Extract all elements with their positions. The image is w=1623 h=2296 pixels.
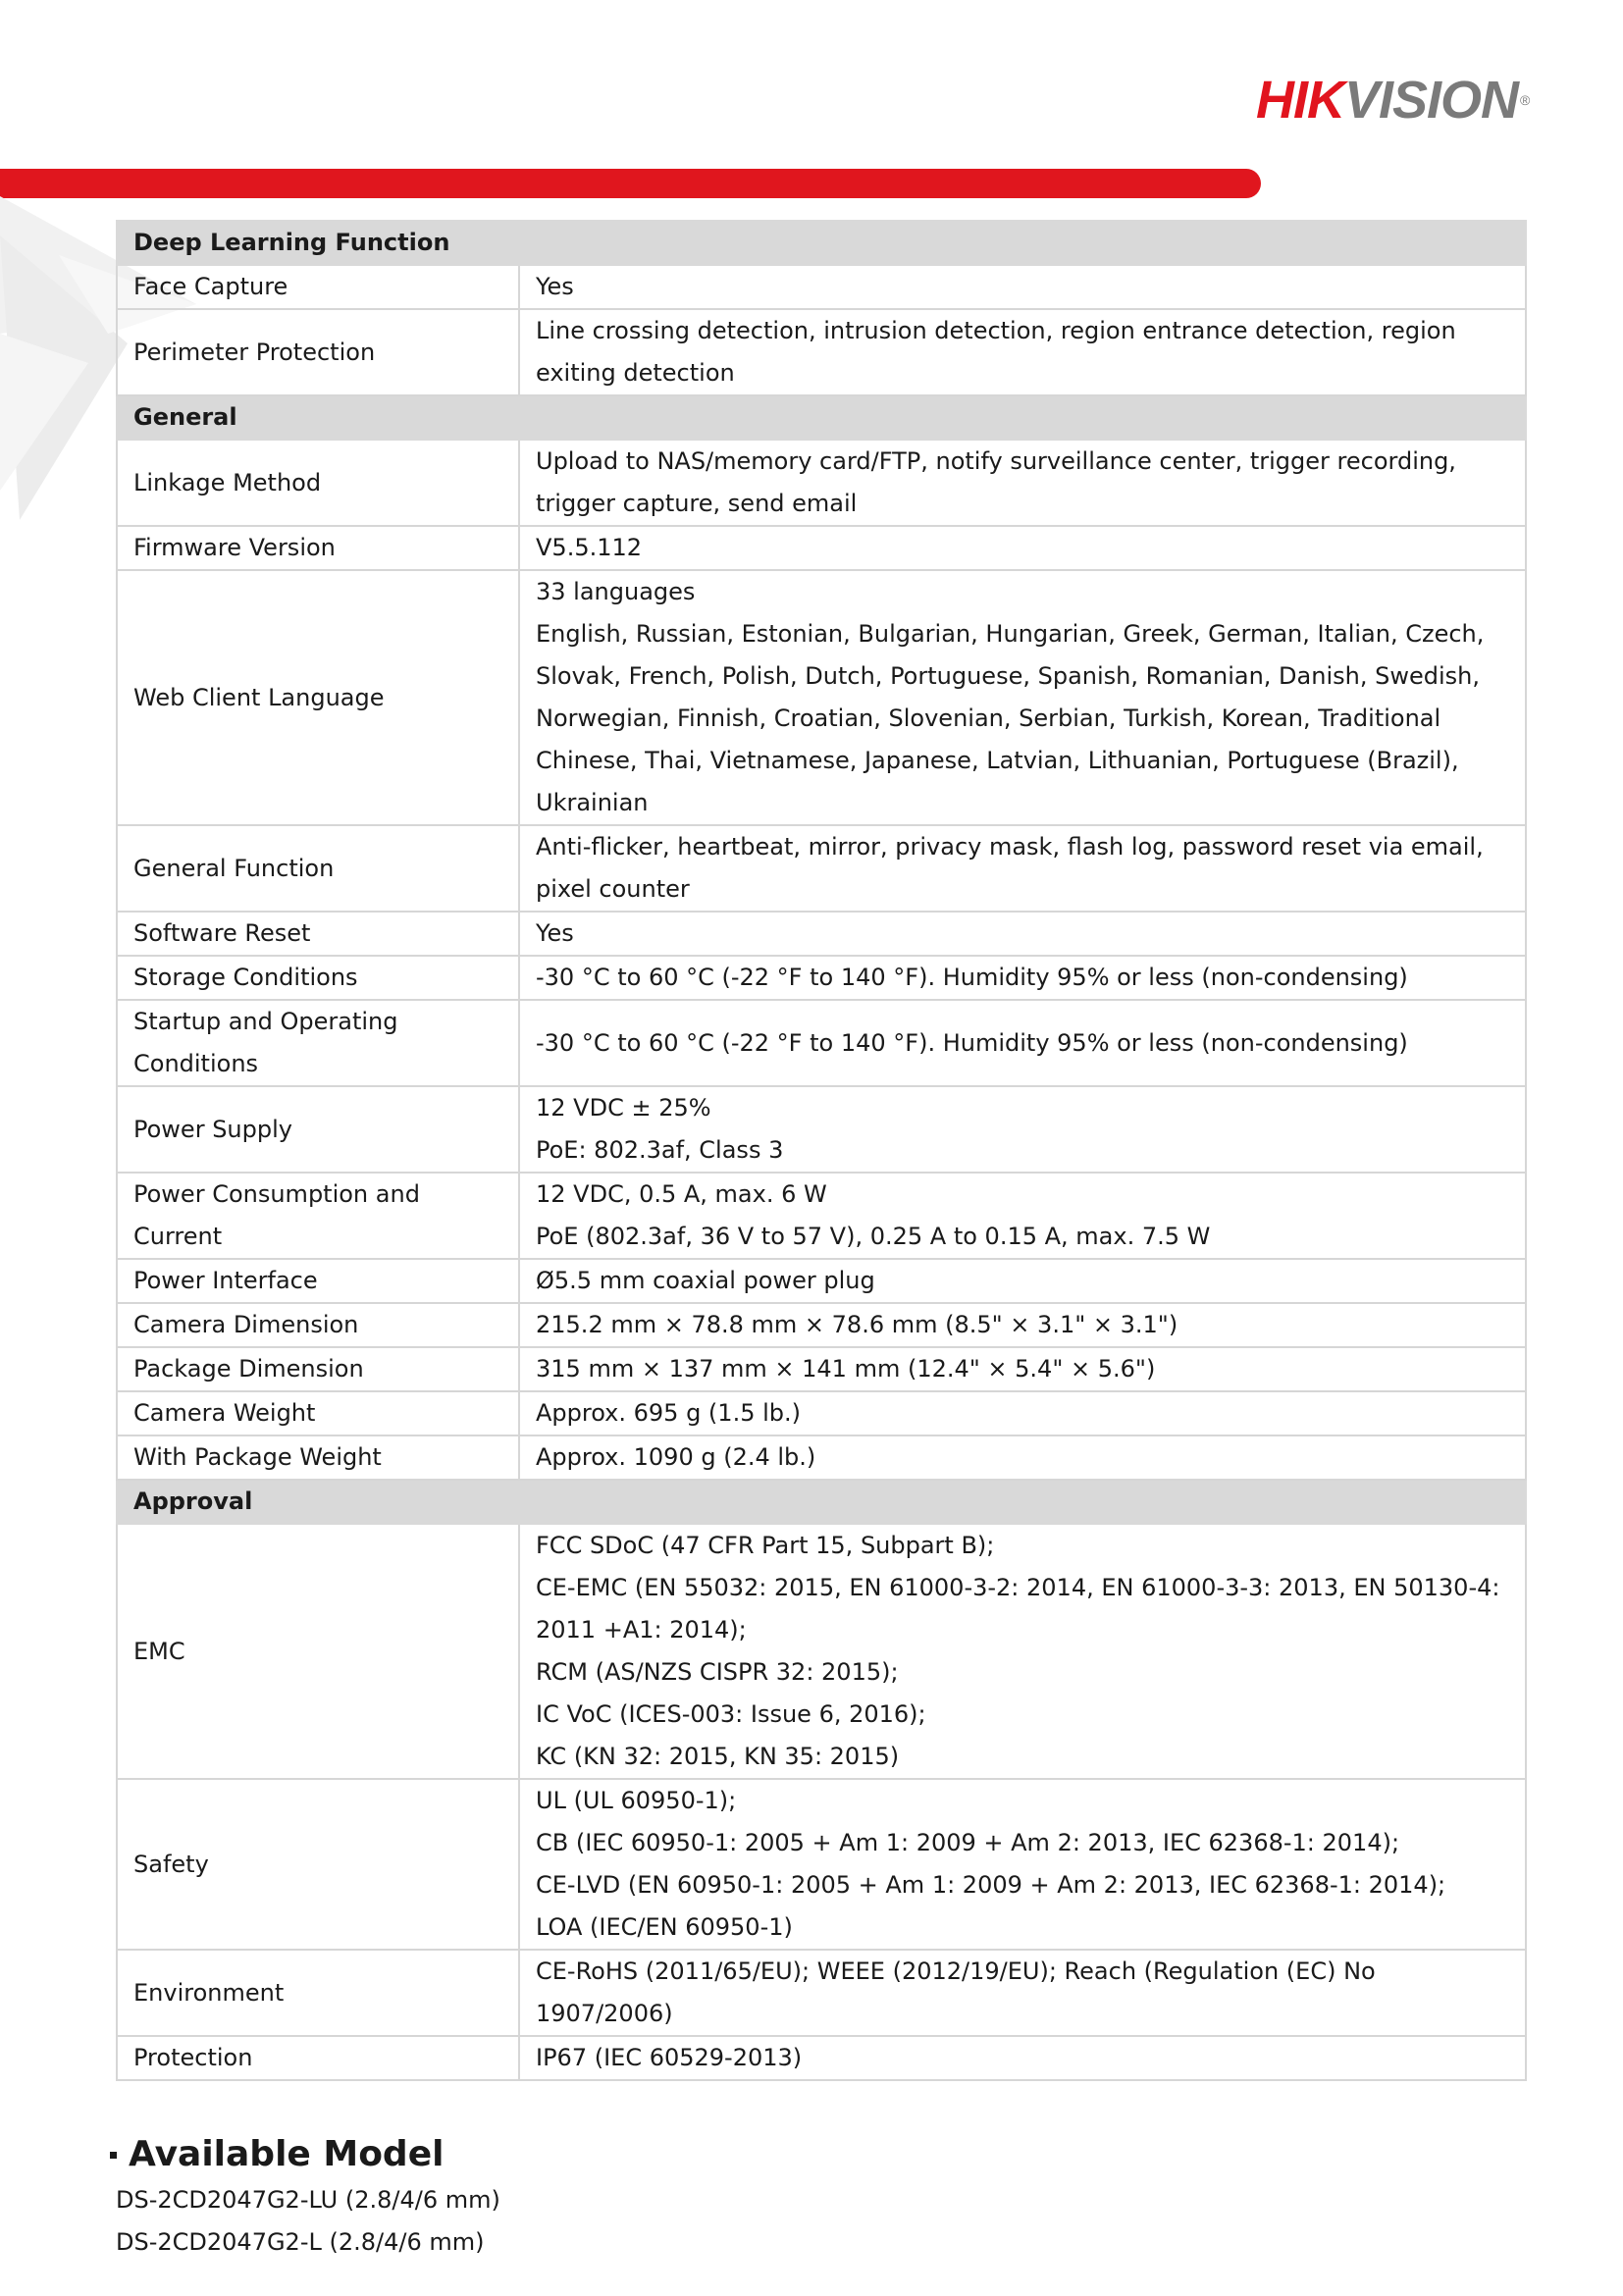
spec-value-line: IC VoC (ICES-003: Issue 6, 2016); <box>536 1700 926 1728</box>
table-row <box>117 440 1526 526</box>
spec-value-line: 12 VDC ± 25% <box>536 1094 711 1122</box>
spec-value <box>519 309 1526 395</box>
spec-label: Power Supply <box>117 1086 519 1173</box>
spec-value-line: V5.5.112 <box>536 534 643 561</box>
spec-value-line: PoE: 802.3af, Class 3 <box>536 1136 784 1164</box>
spec-value-line: RCM (AS/NZS CISPR 32: 2015); <box>536 1658 899 1686</box>
header-red-bar <box>0 169 1261 198</box>
available-model-section <box>110 2130 895 2264</box>
section-title: Deep Learning Function <box>117 221 1526 265</box>
model-item: DS-2CD2047G2-L (2.8/4/6 mm) <box>116 2228 485 2256</box>
spec-value-line: Yes <box>536 273 574 300</box>
spec-value <box>519 1779 1526 1950</box>
spec-value <box>519 2036 1526 2080</box>
table-row <box>117 1391 1526 1435</box>
section-header-row <box>117 221 1526 265</box>
spec-label: Software Reset <box>117 912 519 956</box>
spec-value <box>519 1347 1526 1391</box>
spec-label: Camera Weight <box>117 1391 519 1435</box>
table-row <box>117 526 1526 570</box>
spec-value <box>519 265 1526 309</box>
spec-value <box>519 526 1526 570</box>
bullet-icon <box>110 2152 117 2159</box>
table-row <box>117 265 1526 309</box>
specification-table-body <box>117 221 1526 2080</box>
spec-label: Web Client Language <box>117 570 519 825</box>
registered-mark: ® <box>1520 92 1530 108</box>
available-model-heading <box>110 2130 895 2179</box>
table-row <box>117 2036 1526 2080</box>
spec-label: Startup and Operating Conditions <box>117 1000 519 1086</box>
spec-value-line: CE-RoHS (2011/65/EU); WEEE (2012/19/EU); Reach (Regulation (EC) No 1907/2006) <box>536 1957 1376 2027</box>
table-row <box>117 1950 1526 2036</box>
table-row <box>117 912 1526 956</box>
spec-value <box>519 1173 1526 1259</box>
spec-value-line: KC (KN 32: 2015, KN 35: 2015) <box>536 1743 900 1770</box>
model-list <box>110 2179 895 2264</box>
spec-value <box>519 1950 1526 2036</box>
table-row <box>117 1173 1526 1259</box>
spec-value <box>519 825 1526 912</box>
table-row <box>117 825 1526 912</box>
spec-value-line: 215.2 mm × 78.8 mm × 78.6 mm (8.5" × 3.1" × 3.1") <box>536 1311 1178 1338</box>
spec-value-line: LOA (IEC/EN 60950-1) <box>536 1913 793 1941</box>
spec-value-line: Anti-flicker, heartbeat, mirror, privacy mask, flash log, password reset via email, pixel counter <box>536 833 1484 903</box>
spec-value <box>519 1524 1526 1779</box>
spec-value <box>519 1435 1526 1480</box>
spec-value-line: Yes <box>536 919 574 947</box>
spec-value <box>519 570 1526 825</box>
table-row <box>117 570 1526 825</box>
logo-hik: HIK <box>1256 71 1344 130</box>
spec-label: Safety <box>117 1779 519 1950</box>
spec-label: Protection <box>117 2036 519 2080</box>
spec-value <box>519 1000 1526 1086</box>
spec-label: Camera Dimension <box>117 1303 519 1347</box>
spec-label: Perimeter Protection <box>117 309 519 395</box>
spec-value <box>519 1391 1526 1435</box>
spec-label: Firmware Version <box>117 526 519 570</box>
spec-value-line: Ø5.5 mm coaxial power plug <box>536 1267 875 1294</box>
spec-value-line: FCC SDoC (47 CFR Part 15, Subpart B); <box>536 1532 995 1559</box>
spec-value-line: 33 languages <box>536 578 696 605</box>
spec-value-line: 315 mm × 137 mm × 141 mm (12.4" × 5.4" × 5.6") <box>536 1355 1156 1383</box>
spec-label: Storage Conditions <box>117 956 519 1000</box>
section-header-row <box>117 1480 1526 1524</box>
hikvision-logo <box>1256 71 1529 130</box>
spec-value-line: CE-EMC (EN 55032: 2015, EN 61000-3-2: 2014, EN 61000-3-3: 2013, EN 50130-4: 2011 +A1: 2014); <box>536 1574 1500 1644</box>
section-header-row <box>117 395 1526 440</box>
spec-value <box>519 912 1526 956</box>
table-row <box>117 1347 1526 1391</box>
spec-value-line: PoE (802.3af, 36 V to 57 V), 0.25 A to 0.15 A, max. 7.5 W <box>536 1223 1211 1250</box>
spec-value <box>519 956 1526 1000</box>
table-row <box>117 1259 1526 1303</box>
specification-table <box>116 220 1527 2081</box>
spec-value <box>519 1086 1526 1173</box>
table-row <box>117 956 1526 1000</box>
section-title: Approval <box>117 1480 1526 1524</box>
spec-value-line: Approx. 1090 g (2.4 lb.) <box>536 1443 816 1471</box>
spec-value-line: CE-LVD (EN 60950-1: 2005 + Am 1: 2009 + Am 2: 2013, IEC 62368-1: 2014); <box>536 1871 1446 1899</box>
spec-value-line: IP67 (IEC 60529-2013) <box>536 2044 803 2071</box>
spec-value <box>519 1303 1526 1347</box>
spec-value-line: Upload to NAS/memory card/FTP, notify surveillance center, trigger recording, trigger capture, send email <box>536 447 1456 517</box>
table-row <box>117 309 1526 395</box>
spec-label: Environment <box>117 1950 519 2036</box>
spec-label: General Function <box>117 825 519 912</box>
spec-value-line: 12 VDC, 0.5 A, max. 6 W <box>536 1180 827 1208</box>
spec-label: Face Capture <box>117 265 519 309</box>
table-row <box>117 1000 1526 1086</box>
spec-label: Linkage Method <box>117 440 519 526</box>
spec-value-line: -30 °C to 60 °C (-22 °F to 140 °F). Humidity 95% or less (non-condensing) <box>536 964 1408 991</box>
spec-value-line: Line crossing detection, intrusion detection, region entrance detection, region exiting detection <box>536 317 1456 387</box>
spec-value-line: CB (IEC 60950-1: 2005 + Am 1: 2009 + Am 2: 2013, IEC 62368-1: 2014); <box>536 1829 1400 1856</box>
spec-value <box>519 440 1526 526</box>
table-row <box>117 1303 1526 1347</box>
table-row <box>117 1524 1526 1779</box>
available-model-title: Available Model <box>129 2134 445 2174</box>
spec-value-line: Approx. 695 g (1.5 lb.) <box>536 1399 801 1427</box>
section-title: General <box>117 395 1526 440</box>
model-item: DS-2CD2047G2-LU (2.8/4/6 mm) <box>116 2186 500 2214</box>
spec-value-line: UL (UL 60950-1); <box>536 1787 737 1814</box>
spec-value <box>519 1259 1526 1303</box>
spec-label: Power Consumption and Current <box>117 1173 519 1259</box>
spec-label: With Package Weight <box>117 1435 519 1480</box>
spec-value-line: English, Russian, Estonian, Bulgarian, Hungarian, Greek, German, Italian, Czech, Slovak, French, Polish, Dutch, Portuguese, Spanish, Romanian, Danish, Swedish, Norwegian, Finnish, Croatian, Slovenian, Serbian, Turkish, Korean, Traditional Chinese, Thai, Vietnamese, Japanese, Latvian, Lithuanian, Portuguese (Brazil), Ukrainian <box>536 620 1485 816</box>
table-row <box>117 1086 1526 1173</box>
table-row <box>117 1435 1526 1480</box>
spec-value-line: -30 °C to 60 °C (-22 °F to 140 °F). Humidity 95% or less (non-condensing) <box>536 1028 1408 1057</box>
logo-vision: VISION <box>1344 71 1519 130</box>
spec-label: EMC <box>117 1524 519 1779</box>
table-row <box>117 1779 1526 1950</box>
spec-label: Package Dimension <box>117 1347 519 1391</box>
spec-label: Power Interface <box>117 1259 519 1303</box>
